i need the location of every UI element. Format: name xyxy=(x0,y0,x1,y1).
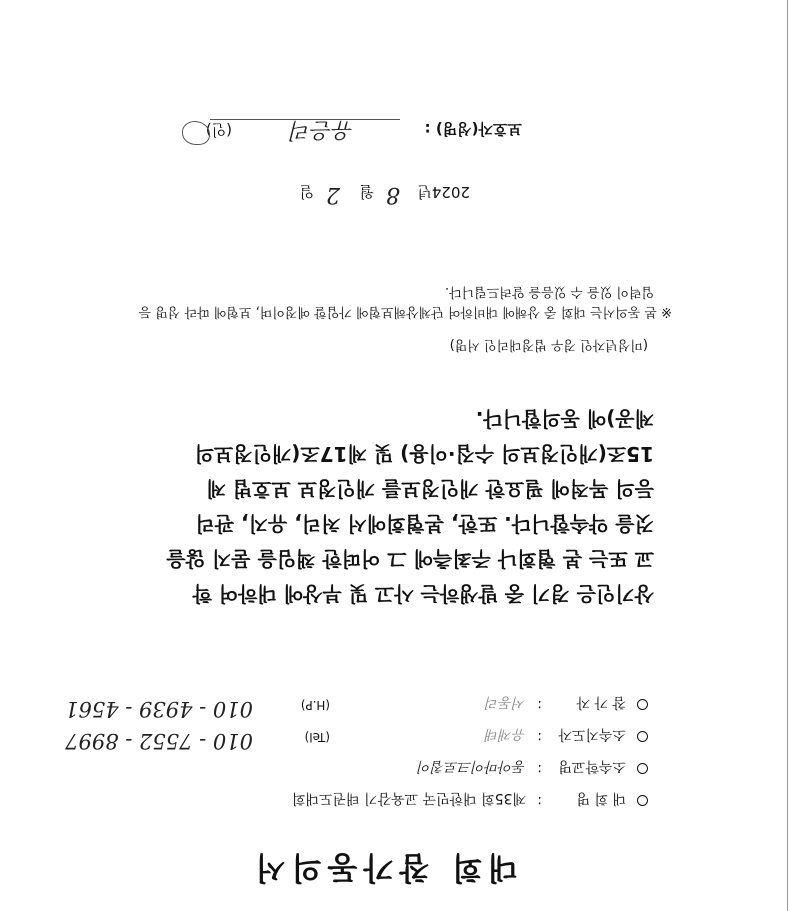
consent-line: 제공)에 동의합니다. xyxy=(475,407,654,431)
hp-number-handwritten: 010 - 4939 - 4561 xyxy=(65,697,253,721)
guardian-signature: 유은리 xyxy=(290,117,354,142)
bullet-icon xyxy=(637,795,648,806)
document-title: 대회 참가동의서 xyxy=(249,849,518,885)
consent-body xyxy=(124,401,654,611)
tel-tag: (Tel) xyxy=(304,730,330,744)
consent-line: 교 또는 본 협회나 주최측에 그 어떠한 책임을 묻지 않을 xyxy=(166,547,654,571)
row-colon: : xyxy=(537,761,542,777)
bullet-icon xyxy=(637,763,648,774)
insurance-note-line: ※ 본 동의서는 대회 중 상해에 대비하여 단체상해보험에 가입할 예정이며, 보험에 따라 성명 등 xyxy=(138,304,672,319)
row-colon: : xyxy=(537,729,542,745)
bullet-icon xyxy=(637,731,648,742)
seal-scribble-icon xyxy=(182,121,210,145)
row-value-handwritten: 동아마이크로칩이 xyxy=(417,758,526,774)
row-colon: : xyxy=(537,697,542,713)
consent-line: 등의 목적에 필요한 개인정보를 개인정보 보호법 제 xyxy=(206,477,654,501)
consent-line: 상기인은 경기 중 발생하는 사고 및 부상에 대하여 학 xyxy=(192,582,654,606)
guardian-label: 보호자(성명) : xyxy=(424,120,522,138)
seal-mark: (인) xyxy=(205,121,232,139)
bullet-icon xyxy=(637,699,648,710)
consent-line: 것을 약속합니다. 또한, 본협회에서 처리, 유지, 관리 xyxy=(195,512,654,536)
row-label: 소속학교명 xyxy=(558,758,626,774)
hp-tag: (H.P) xyxy=(300,698,330,712)
guardian-note: (미성년자인 경우 법정대리인 서명) xyxy=(449,337,648,352)
insurance-note-line: 입력이 있을 수 있음을 알려드립니다. xyxy=(444,284,654,299)
date-day-unit: 일 xyxy=(299,183,314,201)
date-year: 2024년 xyxy=(417,183,470,201)
date-day-handwritten: 2 xyxy=(326,182,340,207)
row-value-signature: 유재태 xyxy=(485,726,526,742)
row-label: 참 가 자 xyxy=(576,694,626,710)
row-colon: : xyxy=(537,793,542,809)
signature-row xyxy=(142,107,522,147)
row-label: 소속지도자 xyxy=(558,726,626,742)
date-month-handwritten: 8 xyxy=(386,182,400,207)
insurance-note xyxy=(92,281,672,321)
row-value: 제35회 대한민국 교육감기 태권도대회 xyxy=(291,790,526,806)
tel-number-handwritten: 010 - 7552 - 8997 xyxy=(65,729,253,753)
consent-line: 15조(개인정보의 수집·이용) 및 제17조(개인정보의 xyxy=(194,442,654,466)
date-month-unit: 월 xyxy=(359,183,374,201)
scan-edge-line xyxy=(787,0,788,911)
row-label: 대 회 명 xyxy=(576,790,626,806)
row-value-signature: 서동리 xyxy=(485,694,526,710)
